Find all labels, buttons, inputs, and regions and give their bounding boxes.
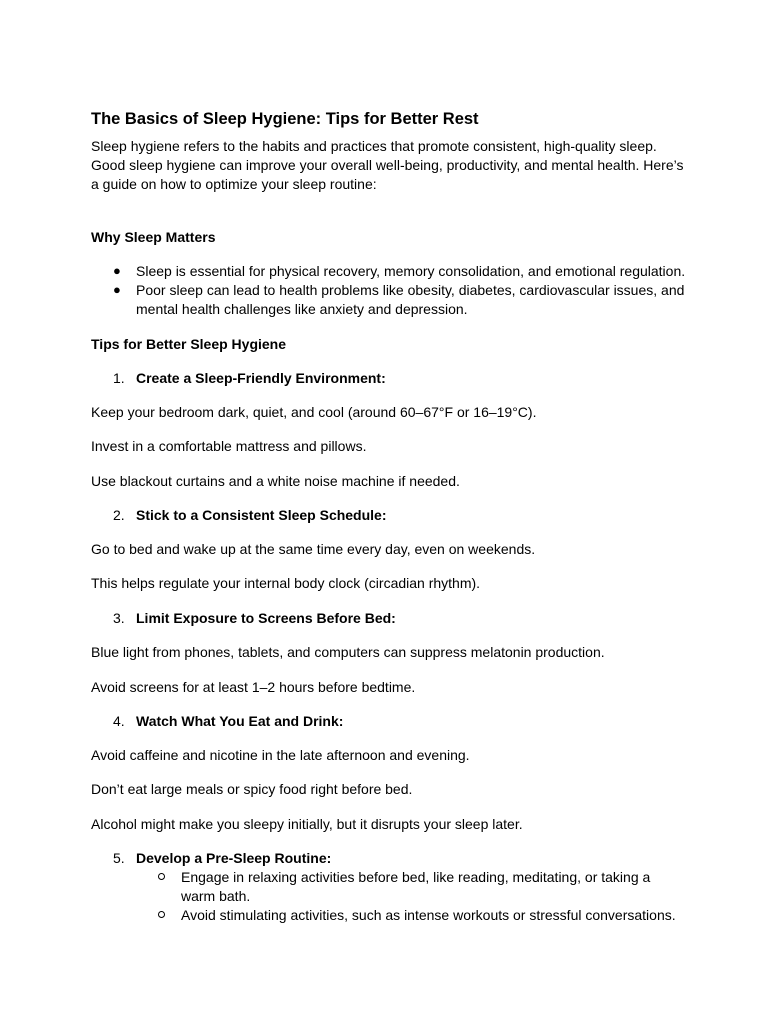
why-bullet-1: Sleep is essential for physical recovery, memory consolidation, and emotional regulation.: [136, 263, 686, 279]
tip-1-title: Create a Sleep-Friendly Environment:: [136, 370, 386, 386]
tip-3-title: Limit Exposure to Screens Before Bed:: [136, 610, 396, 626]
tip-2-title: Stick to a Consistent Sleep Schedule:: [136, 507, 387, 523]
tip-5-sub-bullet-1: Engage in relaxing activities before bed, like reading, meditating, or taking a: [181, 869, 651, 885]
tip-1-para-3: Use blackout curtains and a white noise machine if needed.: [91, 473, 460, 489]
tip-2-para-1: Go to bed and wake up at the same time every day, even on weekends.: [91, 541, 536, 557]
intro-line-2: Good sleep hygiene can improve your overall well-being, productivity, and mental health. Here’s: [91, 157, 684, 173]
tips-heading: Tips for Better Sleep Hygiene: [91, 336, 287, 352]
intro-line-1: Sleep hygiene refers to the habits and practices that promote consistent, high-quality sleep.: [91, 138, 657, 154]
tip-4-para-3: Alcohol might make you sleepy initially, but it disrupts your sleep later.: [91, 816, 523, 832]
bullet-dot-icon: ●: [113, 263, 121, 278]
tip-3-para-1: Blue light from phones, tablets, and computers can suppress melatonin production.: [91, 644, 605, 660]
tip-4-title: Watch What You Eat and Drink:: [136, 713, 344, 729]
bullet-dot-icon: ●: [113, 282, 121, 297]
why-heading: Why Sleep Matters: [91, 229, 216, 245]
intro-line-3: a guide on how to optimize your sleep routine:: [91, 176, 377, 192]
tip-1-para-1: Keep your bedroom dark, quiet, and cool (around 60–67°F or 16–19°C).: [91, 404, 537, 420]
tip-1-para-2: Invest in a comfortable mattress and pillows.: [91, 438, 367, 454]
tip-3-para-2: Avoid screens for at least 1–2 hours before bedtime.: [91, 679, 416, 695]
tip-number: 4.: [113, 713, 125, 729]
tip-5-sub-bullet-1-cont: warm bath.: [181, 888, 251, 904]
tip-number: 3.: [113, 610, 125, 626]
why-bullet-2-cont: mental health challenges like anxiety and depression.: [136, 301, 468, 317]
tip-4-para-1: Avoid caffeine and nicotine in the late afternoon and evening.: [91, 747, 470, 763]
tip-4-para-2: Don’t eat large meals or spicy food right before bed.: [91, 781, 413, 797]
tip-number: 5.: [113, 850, 125, 866]
sub-bullet-circle-icon: [158, 873, 165, 880]
tip-number: 2.: [113, 507, 125, 523]
tip-5-sub-bullet-2: Avoid stimulating activities, such as intense workouts or stressful conversations.: [181, 907, 676, 923]
why-bullet-2: Poor sleep can lead to health problems like obesity, diabetes, cardiovascular issues, and: [136, 282, 685, 298]
sub-bullet-circle-icon: [158, 911, 165, 918]
tip-2-para-2: This helps regulate your internal body clock (circadian rhythm).: [91, 575, 481, 591]
document-title: The Basics of Sleep Hygiene: Tips for Better Rest: [91, 110, 479, 128]
tip-number: 1.: [113, 370, 125, 386]
tip-5-title: Develop a Pre-Sleep Routine:: [136, 850, 332, 866]
